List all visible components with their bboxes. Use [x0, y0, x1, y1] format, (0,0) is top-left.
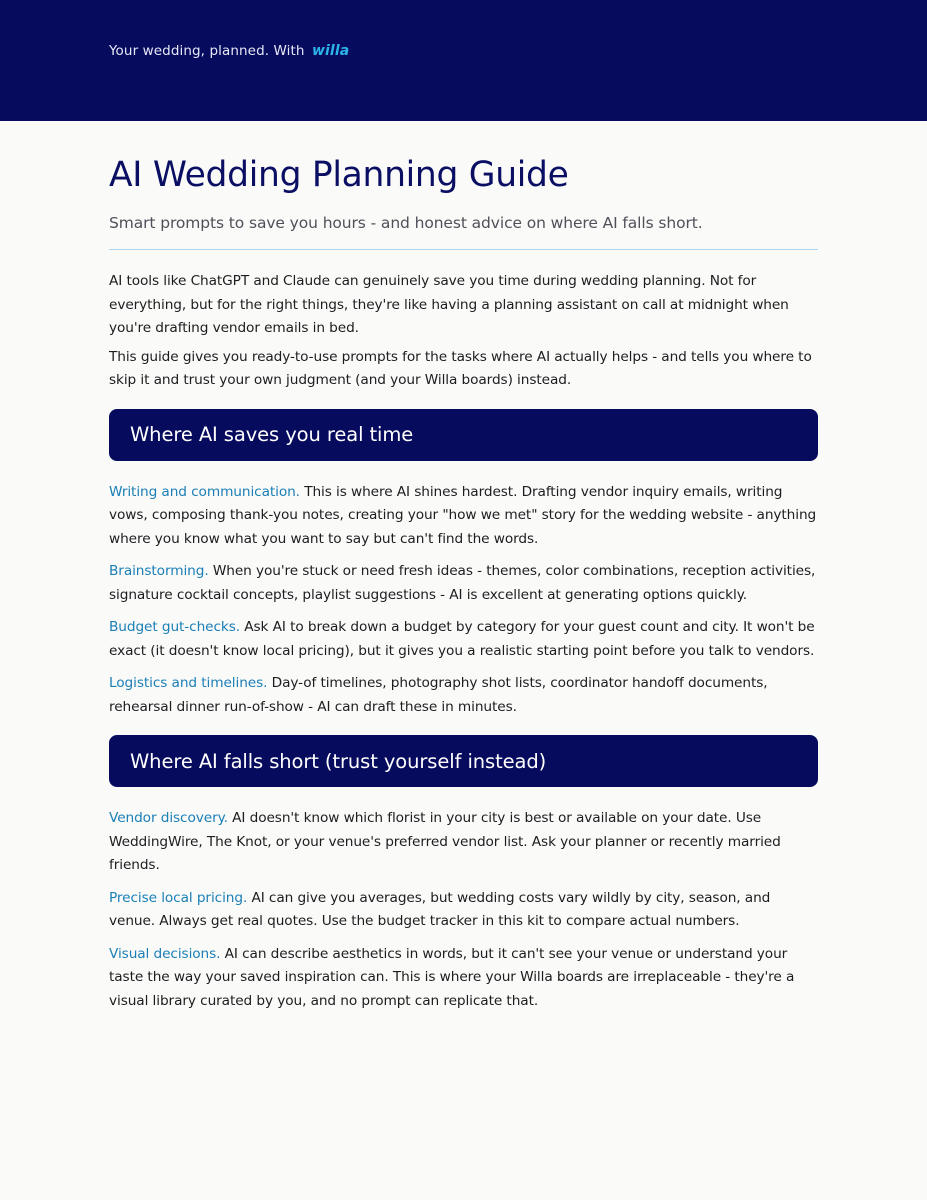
list-item	[109, 481, 818, 552]
list-item	[109, 616, 818, 663]
intro-paragraph: This guide gives you ready-to-use prompts for the tasks where AI actually helps - and tells you where to skip it and trust your own judgment (and your Willa boards) instead.	[109, 348, 812, 388]
header-tagline	[109, 43, 349, 59]
intro-paragraph: AI tools like ChatGPT and Claude can genuinely save you time during wedding planning. Not for everything, but for the right things, they're like having a planning assistant on call at midnight when you're drafting vendor emails in bed.	[109, 273, 789, 336]
item-key-label: Writing and communication.	[109, 483, 300, 500]
item-text: AI can give you averages, but wedding costs vary wildly by city, season, and venue. Always get real quotes. Use the budget tracker in this kit to compare actual numbers.	[109, 889, 771, 929]
list-item	[109, 887, 818, 934]
item-key-label: Budget gut-checks.	[109, 619, 241, 635]
willa-logo[interactable]: willa	[311, 43, 350, 59]
item-key-label: Precise local pricing.	[109, 889, 248, 906]
item-key-label: Brainstorming.	[109, 563, 209, 579]
item-text: AI doesn't know which florist in your city is best or available on your date. Use WeddingWire, The Knot, or your venue's preferred vendor list. Ask your planner or recently married friends.	[109, 810, 781, 873]
section-heading-text: Where AI saves you real time	[130, 423, 414, 446]
ai-falls-short-list	[109, 807, 818, 1013]
item-text: Day-of timelines, photography shot lists, coordinator handoff documents, rehearsal dinner run-of-show - AI can draft these in minutes.	[109, 675, 768, 715]
list-item	[109, 560, 818, 607]
item-text: AI can describe aesthetics in words, but it can't see your venue or understand your taste the way your saved inspiration can. This is where your Willa boards are irreplaceable - they're a visual library curated by you, and no prompt can replicate that.	[109, 945, 795, 1009]
list-item	[109, 943, 818, 1014]
main-content	[109, 152, 818, 1022]
item-key-label: Vendor discovery.	[109, 810, 228, 826]
page-title: AI Wedding Planning Guide	[109, 155, 569, 195]
section-heading-ai-falls-short	[109, 735, 818, 787]
page-subtitle: Smart prompts to save you hours - and honest advice on where AI falls short.	[109, 214, 703, 232]
title-divider	[109, 249, 818, 250]
list-item	[109, 807, 818, 878]
header-banner	[0, 0, 927, 121]
section-heading-text: Where AI falls short (trust yourself instead)	[130, 749, 547, 773]
item-text: When you're stuck or need fresh ideas - themes, color combinations, reception activities, signature cocktail concepts, playlist suggestions - AI is excellent at generating options quickly.	[109, 563, 816, 603]
item-key-label: Visual decisions.	[109, 945, 221, 962]
section-heading-ai-saves-time	[109, 409, 818, 461]
item-text: This is where AI shines hardest. Drafting vendor inquiry emails, writing vows, composing thank-you notes, creating your "how we met" story for the wedding website - anything where you know what you want to say but can't find the words.	[109, 483, 817, 547]
tagline-text: Your wedding, planned. With	[109, 43, 305, 59]
item-text: Ask AI to break down a budget by category for your guest count and city. It won't be exact (it doesn't know local pricing), but it gives you a realistic starting point before you talk to vendors.	[109, 619, 815, 659]
ai-saves-time-list	[109, 481, 818, 720]
item-key-label: Logistics and timelines.	[109, 675, 268, 691]
list-item	[109, 672, 818, 719]
